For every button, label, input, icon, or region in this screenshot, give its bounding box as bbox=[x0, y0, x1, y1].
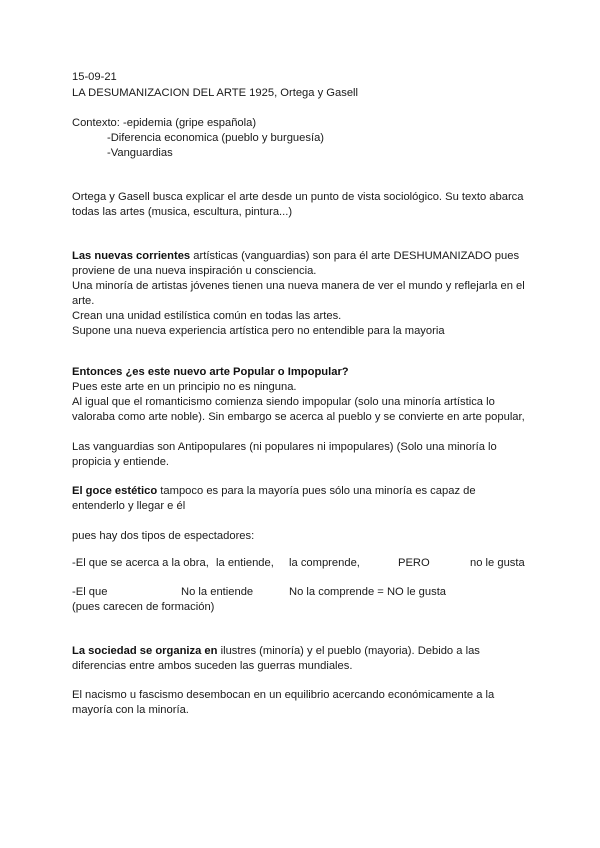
sociedad-line-1 bbox=[72, 644, 480, 659]
espectador-1-col-3: la comprende, bbox=[289, 557, 360, 569]
goce-bold: El goce estético bbox=[72, 485, 158, 497]
corrientes-line-1 bbox=[72, 249, 519, 264]
corrientes-line-1-rest: artísticas (vanguardias) son para él arte DESHUMANIZADO pues bbox=[190, 250, 520, 262]
espectador-1-col-4: PERO bbox=[398, 557, 430, 569]
goce-line-1 bbox=[72, 484, 476, 499]
contexto-line-2: -Diferencia economica (pueblo y burguesía) bbox=[107, 132, 325, 144]
goce-line-3: pues hay dos tipos de espectadores: bbox=[72, 530, 255, 542]
contexto-line-1: Contexto: -epidemia (gripe española) bbox=[72, 117, 257, 129]
goce-line-1-rest: tampoco es para la mayoría pues sólo una minoría es capaz de bbox=[157, 485, 476, 497]
popular-heading bbox=[72, 365, 349, 380]
espectador-2-col-1: -El que bbox=[72, 586, 108, 598]
goce-line-2: entenderlo y llegar e él bbox=[72, 500, 186, 512]
popular-heading-text: Entonces ¿es este nuevo arte Popular o Impopular? bbox=[72, 366, 349, 378]
espectador-1-col-5: no le gusta bbox=[470, 557, 525, 569]
espectador-2-col-2: No la entiende bbox=[181, 586, 254, 598]
sociedad-line-1-rest: ilustres (minoría) y el pueblo (mayoria). Debido a las bbox=[217, 645, 480, 657]
contexto-line-3: -Vanguardias bbox=[107, 147, 173, 159]
date: 15-09-21 bbox=[72, 71, 117, 83]
popular-line-4: Las vanguardias son Antipopulares (ni populares ni impopulares) (Solo una minoría lo bbox=[72, 441, 497, 453]
corrientes-line-2: proviene de una nueva inspiración u consciencia. bbox=[72, 265, 317, 277]
espectador-1-col-1: -El que se acerca a la obra, bbox=[72, 557, 209, 569]
corrientes-line-4: arte. bbox=[72, 295, 95, 307]
espectador-1-col-2: la entiende, bbox=[216, 557, 274, 569]
espectador-2-col-3: No la comprende = NO le gusta bbox=[289, 586, 447, 598]
espectador-2-note: (pues carecen de formación) bbox=[72, 601, 215, 613]
corrientes-bold: Las nuevas corrientes bbox=[72, 250, 191, 262]
document-title: LA DESUMANIZACION DEL ARTE 1925, Ortega y Gasell bbox=[72, 87, 359, 99]
corrientes-line-3: Una minoría de artistas jóvenes tienen una nueva manera de ver el mundo y reflejarla en el bbox=[72, 280, 525, 292]
intro-line-2: todas las artes (musica, escultura, pintura...) bbox=[72, 206, 293, 218]
popular-line-2: Al igual que el romanticismo comienza siendo impopular (solo una minoría artística lo bbox=[72, 396, 495, 408]
popular-line-1: Pues este arte en un principio no es ninguna. bbox=[72, 381, 297, 393]
sociedad-bold: La sociedad se organiza en bbox=[72, 645, 218, 657]
intro-line-1: Ortega y Gasell busca explicar el arte desde un punto de vista sociológico. Su texto abarca bbox=[72, 191, 524, 203]
sociedad-line-3: El nacismo u fascismo desembocan en un equilibrio acercando económicamente a la bbox=[72, 689, 495, 701]
corrientes-line-5: Crean una unidad estilística común en todas las artes. bbox=[72, 310, 342, 322]
popular-line-3: valoraba como arte noble). Sin embargo se acerca al pueblo y se convierte en arte popular, bbox=[72, 411, 525, 423]
sociedad-line-4: mayoría con la minoría. bbox=[72, 704, 189, 716]
sociedad-line-2: diferencias entre ambos suceden las guerras mundiales. bbox=[72, 660, 353, 672]
corrientes-line-6: Supone una nueva experiencia artística pero no entendible para la mayoria bbox=[72, 325, 445, 337]
popular-line-5: propicia y entiende. bbox=[72, 456, 170, 468]
